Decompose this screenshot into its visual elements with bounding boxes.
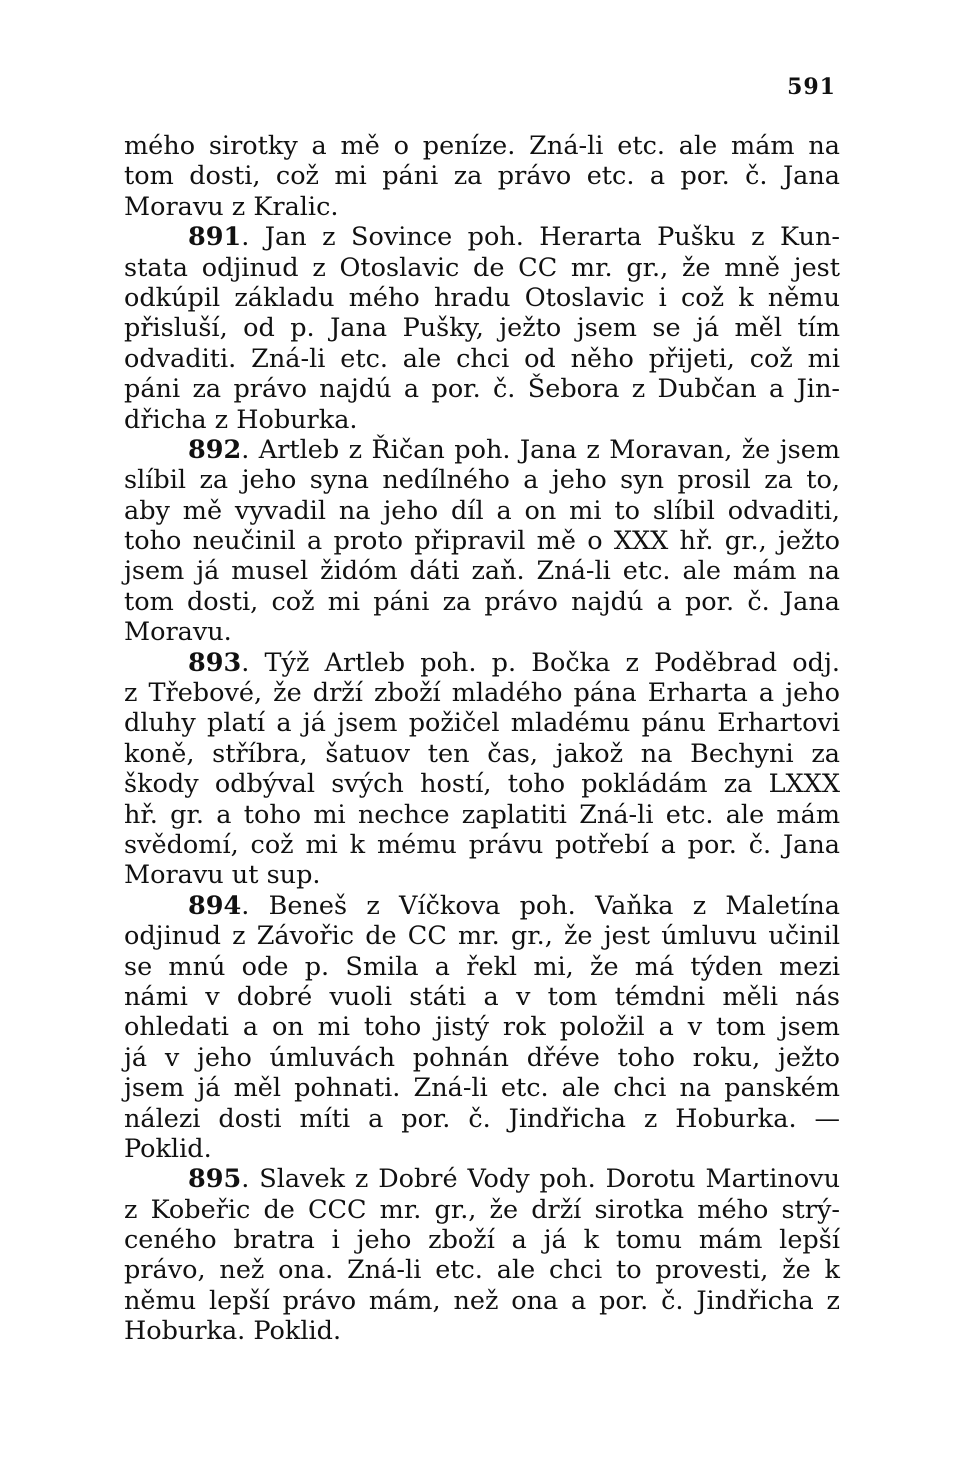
line-text: Moravu z Kralic. [124, 191, 339, 222]
line-text: tom dosti, což mi páni za právo najdú a por. č. Jana [124, 586, 840, 617]
text-line [124, 830, 840, 860]
text-line [124, 860, 840, 890]
line-text: jsem já musel židóm dáti zaň. Zná-li etc. ale mám na [124, 556, 840, 587]
line-text: dřicha z Hoburka. [124, 404, 358, 435]
line-text: odvaditi. Zná-li etc. ale chci od něho přijeti, což mi [124, 343, 840, 374]
line-text: škody odbýval svých hostí, toho pokládám za LXXX [124, 769, 840, 800]
entry-first-line [124, 891, 840, 921]
entry-number: 894 [188, 890, 242, 921]
line-text: právo, než ona. Zná-li etc. ale chci to provesti, že k [124, 1255, 840, 1286]
text-line [124, 556, 840, 586]
text-line [124, 496, 840, 526]
text-line [124, 1255, 840, 1285]
line-text: aby mě vyvadil na jeho díl a on mi to slíbil odvaditi, [124, 495, 840, 526]
line-text: jsem já měl pohnati. Zná-li etc. ale chci na panském [124, 1073, 840, 1104]
text-line [124, 253, 840, 283]
line-text: mého sirotky a mě o peníze. Zná-li etc. ale mám na [124, 131, 840, 161]
text-line [124, 769, 840, 799]
text-line [124, 1225, 840, 1255]
line-text: Hoburka. Poklid. [124, 1316, 342, 1347]
line-text: já v jeho úmluvách pohnán dřéve toho roku, ježto [124, 1042, 840, 1073]
line-text: tom dosti, což mi páni za právo etc. a por. č. Jana [124, 161, 840, 192]
text-line [124, 617, 840, 647]
text-line [124, 800, 840, 830]
line-text: svědomí, což mi k mému právu potřebí a por. č. Jana [124, 829, 840, 860]
line-text: toho neučinil a proto připravil mě o XXX hř. gr., ježto [124, 526, 840, 557]
text-line [124, 1104, 840, 1134]
line-text: stata odjinud z Otoslavic de CC mr. gr., že mně jest [124, 252, 840, 283]
entry-number: 892 [188, 434, 242, 465]
text-line [124, 982, 840, 1012]
text-line [124, 283, 840, 313]
line-text: koně, stříbra, šatuov ten čas, jakož na Bechyni za [124, 738, 840, 769]
line-text: němu lepší právo mám, než ona a por. č. Jindřicha z [124, 1285, 840, 1316]
line-text: . Jan z Sovince poh. Herarta Pušku z Kun- [241, 222, 840, 253]
text-line [124, 708, 840, 738]
line-text: Poklid. [124, 1133, 212, 1164]
text-line [124, 1195, 840, 1225]
line-text: přisluší, od p. Jana Pušky, ježto jsem se já měl tím [124, 313, 840, 344]
text-line [124, 1316, 840, 1346]
text-line [124, 192, 840, 222]
line-text: . Artleb z Řičan poh. Jana z Moravan, že jsem [241, 434, 840, 465]
entry-number: 891 [188, 222, 242, 253]
text-line [124, 131, 840, 161]
text-line [124, 465, 840, 495]
text-line [124, 1073, 840, 1103]
line-text: odjinud z Závořic de CC mr. gr., že jest úmluvu učinil [124, 921, 840, 952]
text-line [124, 587, 840, 617]
line-text: z Kobeřic de CCC mr. gr., že drží sirotka mého strý- [124, 1194, 840, 1225]
line-text: . Slavek z Dobré Vody poh. Dorotu Martinovu [241, 1164, 840, 1195]
text-line [124, 161, 840, 191]
line-text: ceného bratra i jeho zboží a já k tomu mám lepší [124, 1225, 840, 1256]
entry-first-line [124, 648, 840, 678]
text-line [124, 313, 840, 343]
line-text: . Beneš z Víčkova poh. Vaňka z Maletína [241, 890, 840, 921]
line-text: dluhy platí a já jsem požičel mladému pánu Erhartovi [124, 708, 840, 739]
line-text: slíbil za jeho syna nedílného a jeho syn prosil za to, [124, 465, 840, 496]
text-line [124, 678, 840, 708]
body-text [124, 131, 840, 1347]
text-line [124, 739, 840, 769]
text-line [124, 921, 840, 951]
text-line [124, 1012, 840, 1042]
line-text: . Týž Artleb poh. p. Bočka z Poděbrad odj. [241, 647, 840, 678]
text-line [124, 1134, 840, 1164]
line-text: se mnú ode p. Smila a řekl mi, že má týden mezi [124, 951, 840, 982]
line-text: hř. gr. a toho mi nechce zaplatiti Zná-li etc. ale mám [124, 799, 840, 830]
page-number: 591 [787, 74, 836, 100]
line-text: námi v dobré vuoli státi a v tom témdni měli nás [124, 981, 840, 1012]
line-text: páni za právo najdú a por. č. Šebora z Dubčan a Jin- [124, 374, 840, 405]
line-text: z Třebové, že drží zboží mladého pána Erharta a jeho [124, 678, 840, 709]
text-line [124, 526, 840, 556]
line-text: nálezi dosti míti a por. č. Jindřicha z Hoburka. — [124, 1103, 840, 1134]
entry-number: 893 [188, 647, 242, 678]
line-text: ohledati a on mi toho jistý rok položil a v tom jsem [124, 1012, 840, 1043]
entry-first-line [124, 1164, 840, 1194]
text-line [124, 1043, 840, 1073]
text-line [124, 1286, 840, 1316]
line-text: Moravu. [124, 617, 232, 648]
line-text: odkúpil základu mého hradu Otoslavic i což k němu [124, 282, 840, 313]
text-line [124, 405, 840, 435]
text-line [124, 952, 840, 982]
line-text: Moravu ut sup. [124, 860, 321, 891]
entry-number: 895 [188, 1164, 242, 1195]
entry-first-line [124, 435, 840, 465]
entry-first-line [124, 222, 840, 252]
text-line [124, 344, 840, 374]
text-line [124, 374, 840, 404]
